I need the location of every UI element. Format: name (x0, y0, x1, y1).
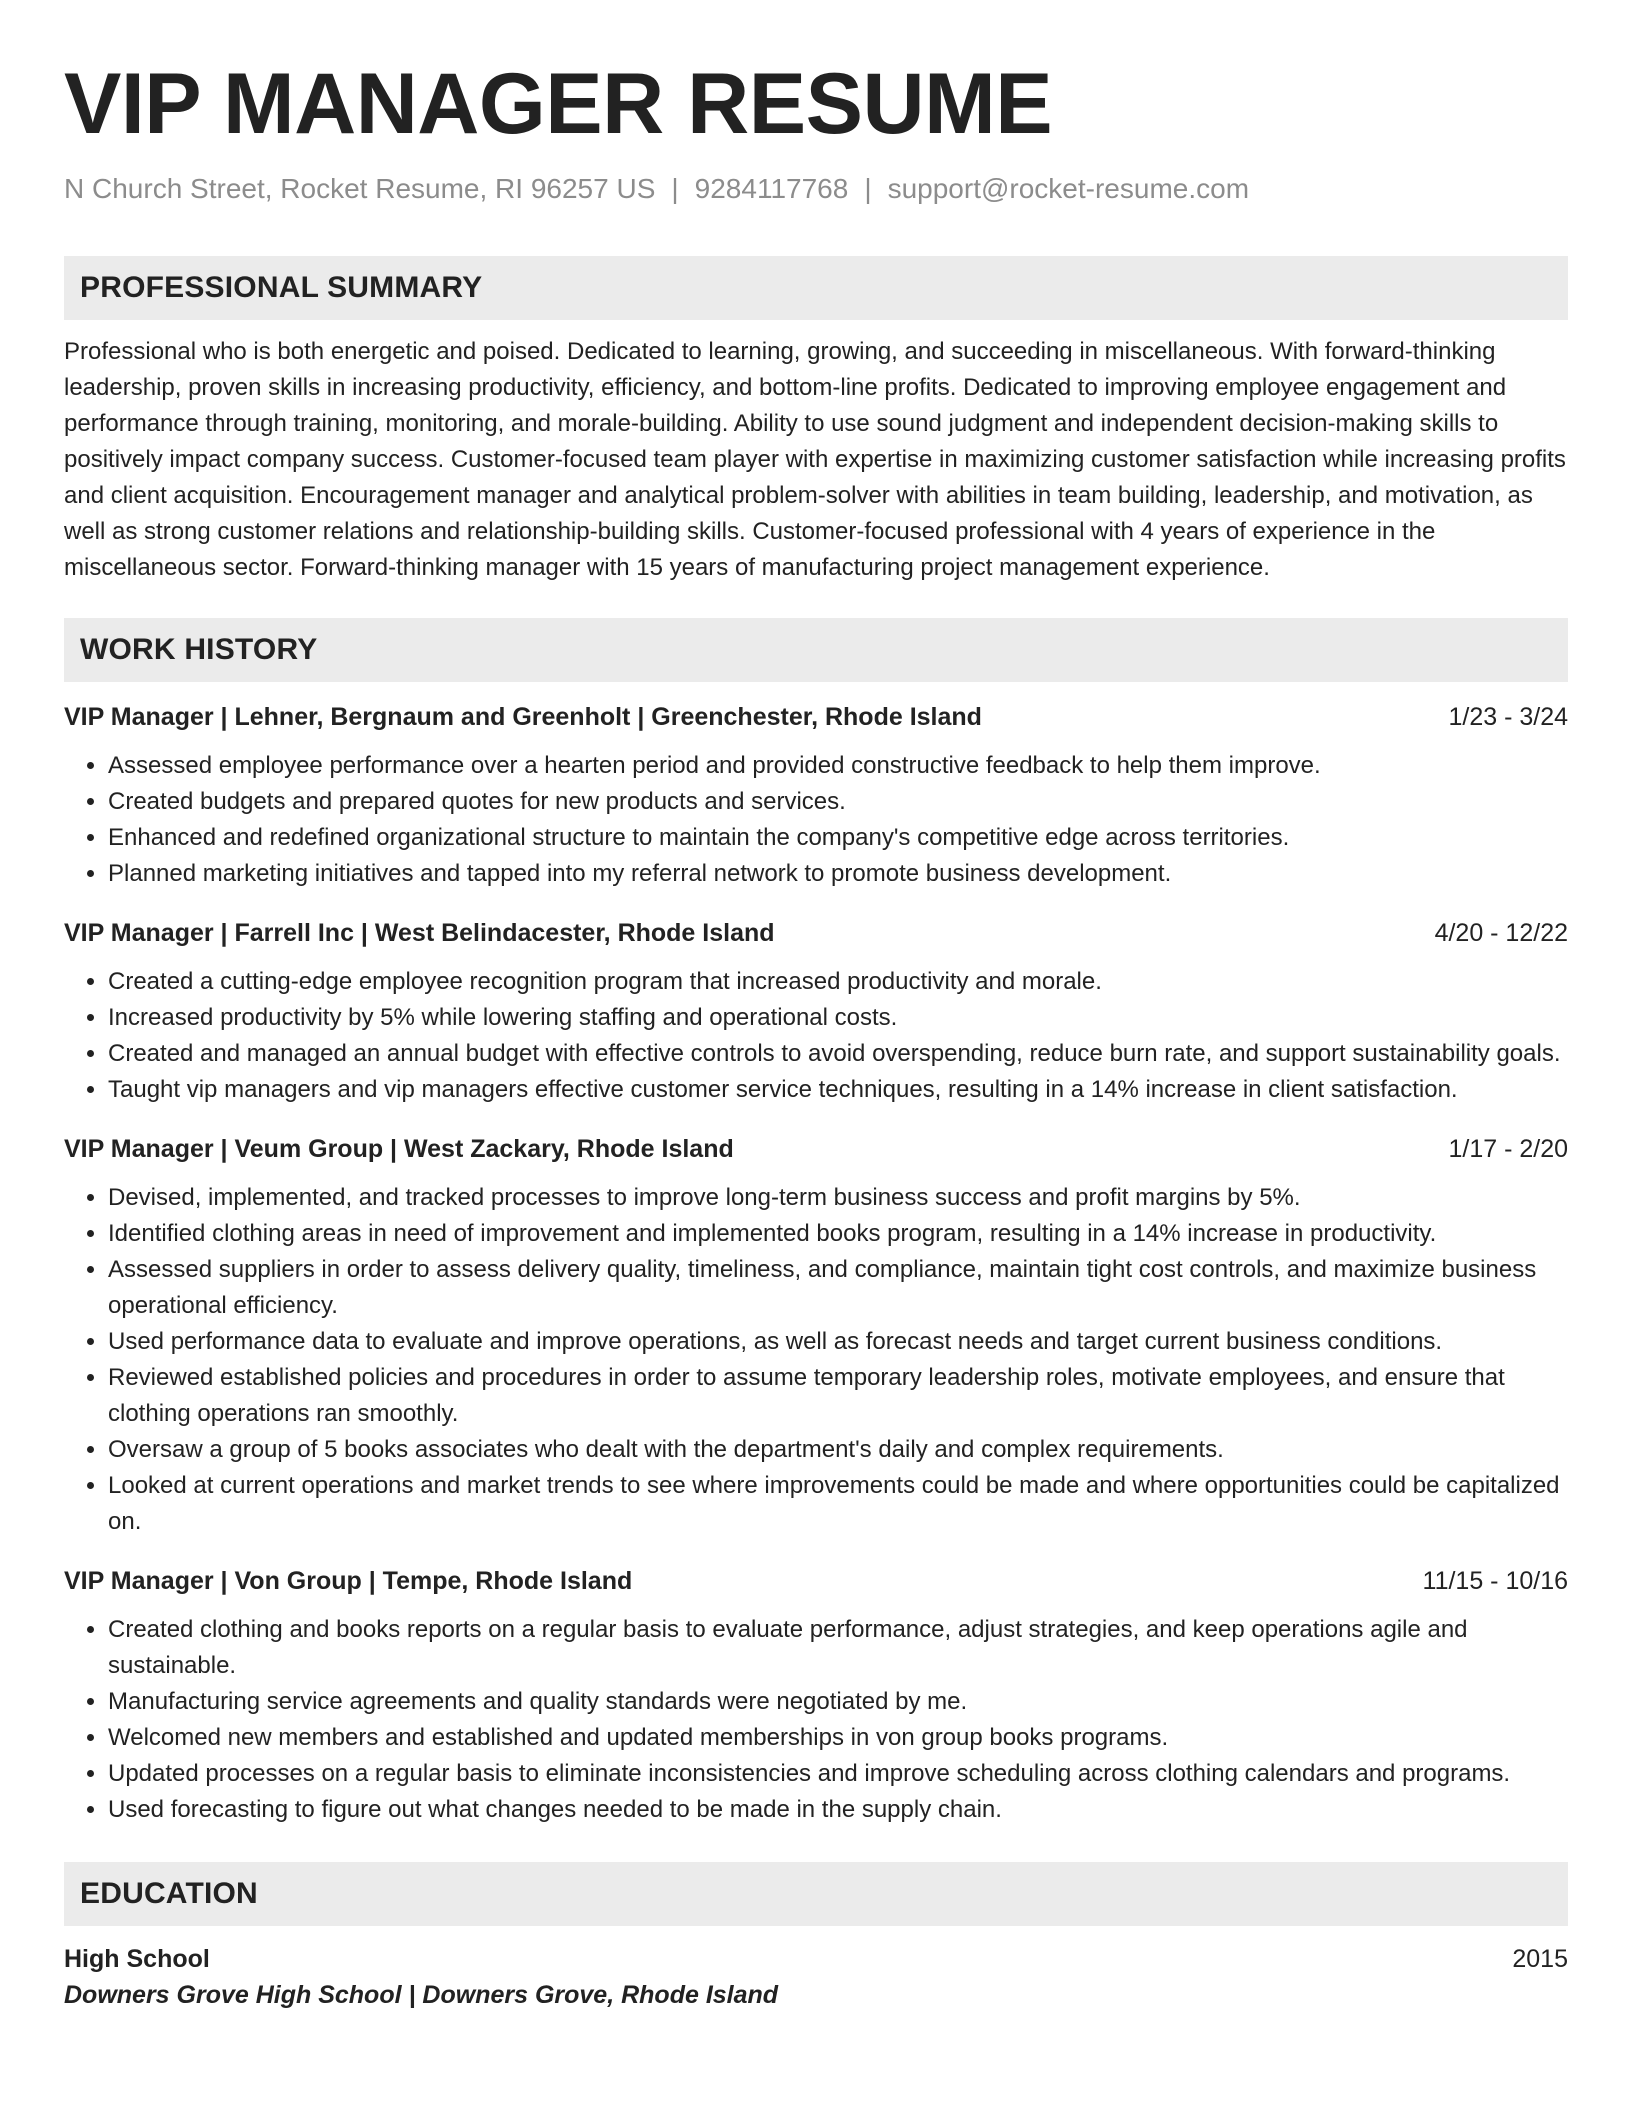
job-dates: 1/23 - 3/24 (1448, 703, 1568, 731)
job-bullets (64, 1612, 1568, 1828)
job-title: VIP Manager | Lehner, Bergnaum and Greenholt | Greenchester, Rhode Island (64, 703, 982, 731)
job-bullet: • Used forecasting to figure out what changes needed to be made in the supply chain. (108, 1792, 1568, 1828)
education-entry (64, 1942, 1568, 2012)
job-entry (64, 1132, 1568, 1540)
education-header (64, 1942, 1568, 1976)
job-title: VIP Manager | Farrell Inc | West Belindacester, Rhode Island (64, 919, 775, 947)
contact-email: support@rocket-resume.com (887, 173, 1250, 204)
job-entry (64, 916, 1568, 1108)
contact-separator: | (864, 173, 872, 204)
contact-phone: 9284117768 (694, 173, 849, 204)
job-bullet: • Updated processes on a regular basis to eliminate inconsistencies and improve scheduling across clothing calendars and programs. (108, 1756, 1568, 1792)
job-bullet: • Identified clothing areas in need of improvement and implemented books program, resulting in a 14% increase in productivity. (108, 1216, 1568, 1252)
job-dates: 4/20 - 12/22 (1434, 919, 1568, 947)
resume-page (64, 0, 1568, 2012)
section-heading-work-history: WORK HISTORY (64, 618, 1568, 682)
job-bullets (64, 1180, 1568, 1540)
job-bullet: • Used performance data to evaluate and improve operations, as well as forecast needs and target current business conditions. (108, 1324, 1568, 1360)
job-bullet: • Enhanced and redefined organizational structure to maintain the company's competitive edge across territories. (108, 820, 1568, 856)
job-title: VIP Manager | Von Group | Tempe, Rhode Island (64, 1567, 633, 1595)
job-bullet: • Reviewed established policies and procedures in order to assume temporary leadership roles, motivate employees, and ensure that clothing operations ran smoothly. (108, 1360, 1568, 1432)
education-school: Downers Grove High School | Downers Grove, Rhode Island (64, 1981, 779, 2009)
job-bullet: • Created clothing and books reports on a regular basis to evaluate performance, adjust strategies, and keep operations agile and sustainable. (108, 1612, 1568, 1684)
resume-title: VIP MANAGER RESUME (64, 56, 1053, 152)
job-bullet: • Looked at current operations and market trends to see where improvements could be made and where opportunities could be capitalized on. (108, 1468, 1568, 1540)
job-bullet: • Oversaw a group of 5 books associates who dealt with the department's daily and complex requirements. (108, 1432, 1568, 1468)
job-dates: 11/15 - 10/16 (1422, 1567, 1568, 1595)
job-bullet: • Planned marketing initiatives and tapped into my referral network to promote business development. (108, 856, 1568, 892)
job-bullets (64, 748, 1568, 892)
job-entry (64, 1564, 1568, 1828)
job-bullet: • Taught vip managers and vip managers effective customer service techniques, resulting in a 14% increase in client satisfaction. (108, 1072, 1568, 1108)
job-bullet: • Created and managed an annual budget with effective controls to avoid overspending, reduce burn rate, and support sustainability goals. (108, 1036, 1568, 1072)
education-degree: High School (64, 1945, 210, 1973)
job-bullet: • Assessed suppliers in order to assess delivery quality, timeliness, and compliance, maintain tight cost controls, and maximize business operational efficiency. (108, 1252, 1568, 1324)
section-heading-education: EDUCATION (64, 1862, 1568, 1926)
job-bullet: • Increased productivity by 5% while lowering staffing and operational costs. (108, 1000, 1568, 1036)
job-dates: 1/17 - 2/20 (1448, 1135, 1568, 1163)
job-bullet: • Created budgets and prepared quotes for new products and services. (108, 784, 1568, 820)
job-bullet: • Assessed employee performance over a hearten period and provided constructive feedback to help them improve. (108, 748, 1568, 784)
job-header (64, 700, 1568, 734)
section-heading-summary: PROFESSIONAL SUMMARY (64, 256, 1568, 320)
job-bullets (64, 964, 1568, 1108)
summary-text: Professional who is both energetic and poised. Dedicated to learning, growing, and succeeding in miscellaneous. With forward-thinking leadership, proven skills in increasing productivity, efficiency, and bottom-line profits. Dedicated to improving employee engagement and performance through training, monitoring, and morale-building. Ability to use sound judgment and independent decision-making skills to positively impact company success. Customer-focused team player with expertise in maximizing customer satisfaction while increasing profits and client acquisition. Encouragement manager and analytical problem-solver with abilities in team building, leadership, and motivation, as well as strong customer relations and relationship-building skills. Customer-focused professional with 4 years of experience in the miscellaneous sector. Forward-thinking manager with 15 years of manufacturing project management experience. (64, 338, 1566, 581)
job-header (64, 1132, 1568, 1166)
job-header (64, 1564, 1568, 1598)
job-header (64, 916, 1568, 950)
job-bullet: • Devised, implemented, and tracked processes to improve long-term business success and profit margins by 5%. (108, 1180, 1568, 1216)
job-entry (64, 700, 1568, 892)
job-title: VIP Manager | Veum Group | West Zackary, Rhode Island (64, 1135, 734, 1163)
contact-line (64, 172, 1568, 206)
contact-address: N Church Street, Rocket Resume, RI 96257 US (64, 173, 656, 204)
education-year: 2015 (1512, 1945, 1568, 1973)
contact-separator: | (671, 173, 679, 204)
job-bullet: • Created a cutting-edge employee recognition program that increased productivity and morale. (108, 964, 1568, 1000)
job-bullet: • Welcomed new members and established and updated memberships in von group books programs. (108, 1720, 1568, 1756)
job-bullet: • Manufacturing service agreements and quality standards were negotiated by me. (108, 1684, 1568, 1720)
